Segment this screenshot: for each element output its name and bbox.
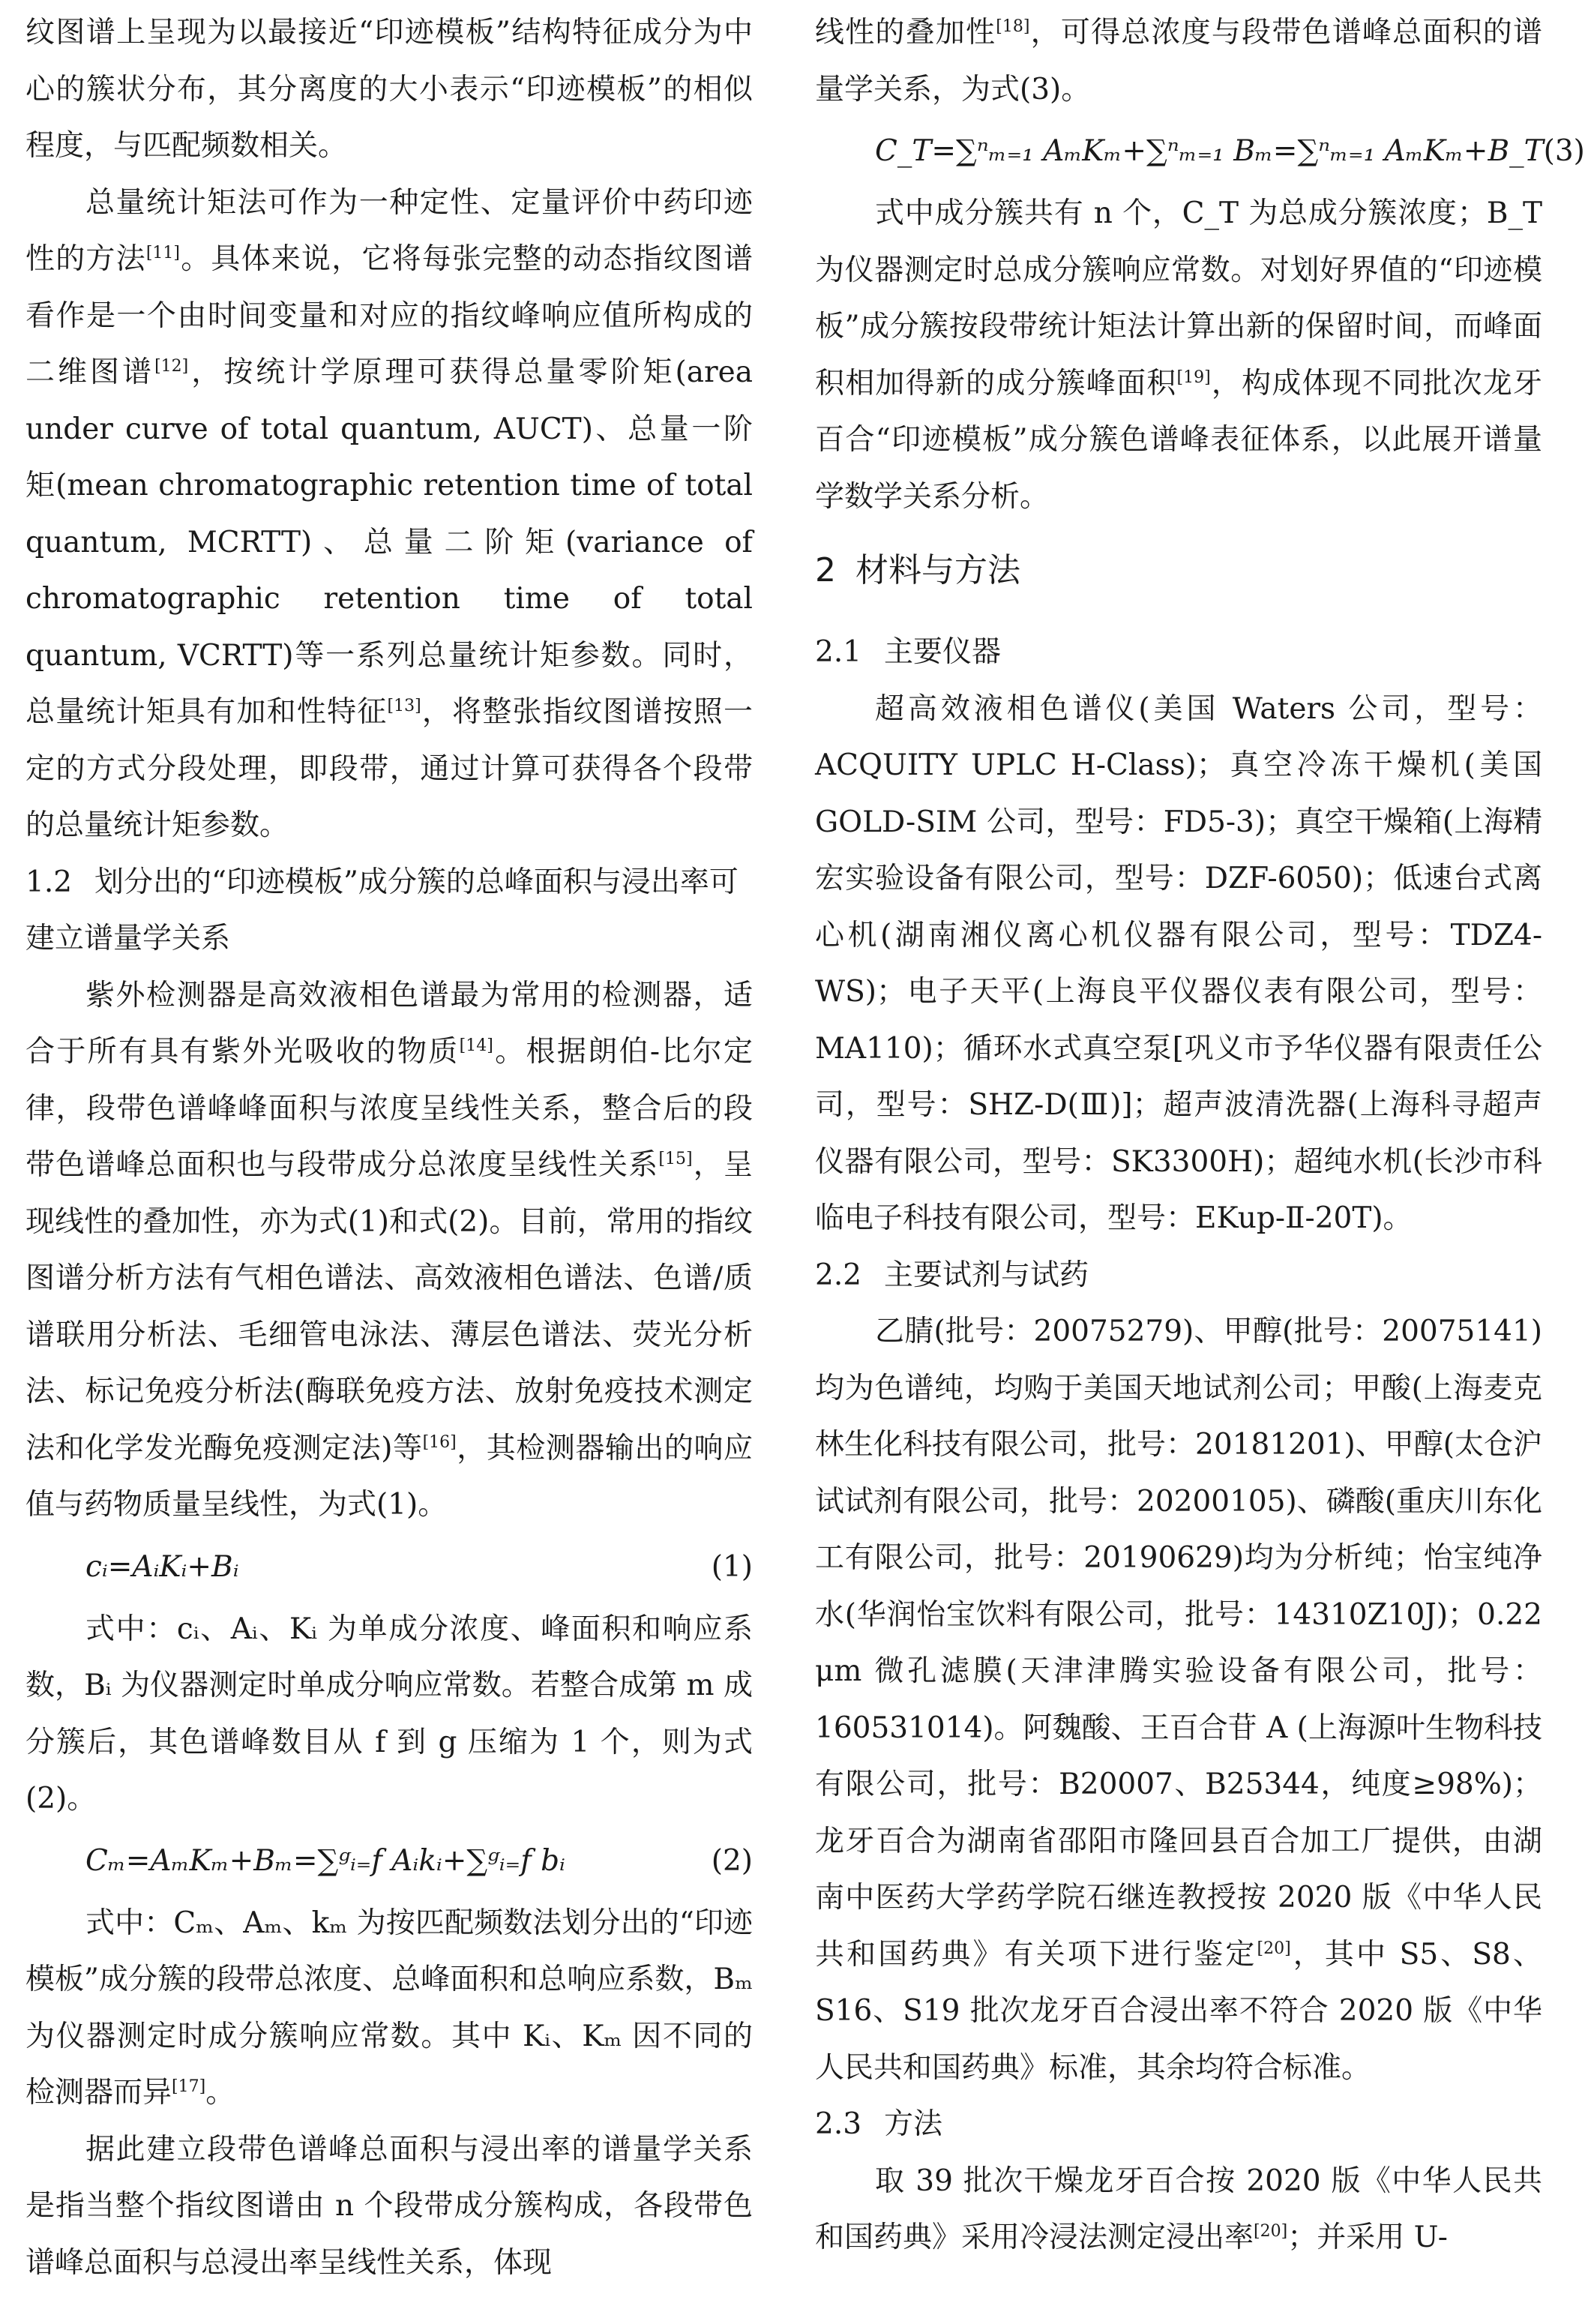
equation-expression: cᵢ=AᵢKᵢ+Bᵢ xyxy=(85,1549,239,1584)
equation-3 xyxy=(815,118,1585,185)
text-run: 线性的叠加性 xyxy=(815,16,996,49)
subsection-heading-1-2 xyxy=(25,854,753,967)
text-run: 式中成分簇共有 n 个，C_T 为总成分簇浓度；B_T 为仪器测定时总成分簇响应常数。对划好界值的“印迹模板”成分簇按段带统计矩法计算出新的保留时间，而峰面积相加得新的成分簇峰面积 xyxy=(815,196,1542,400)
citation[interactable]: [20] xyxy=(1257,1939,1291,1958)
paragraph xyxy=(25,967,753,1534)
text-run: 。根据朗伯-比尔定律，段带色谱峰峰面积与浓度呈线性关系，整合后的段带色谱峰总面积也与段带成分总浓度呈线性关系 xyxy=(25,1035,753,1182)
subsection-number: 2.2 xyxy=(815,1258,862,1292)
text-run: ；并采用 U- xyxy=(1287,2221,1448,2254)
subsection-heading-2-3 xyxy=(815,2096,1542,2153)
text-run: 。 xyxy=(205,2076,235,2110)
section-heading-2 xyxy=(815,537,1542,604)
citation[interactable]: [16] xyxy=(422,1432,457,1452)
paragraph xyxy=(815,4,1542,118)
citation[interactable]: [14] xyxy=(459,1036,493,1055)
subsection-heading-2-2 xyxy=(815,1247,1542,1304)
paragraph xyxy=(25,175,753,854)
citation[interactable]: [12] xyxy=(154,357,189,376)
equation-1 xyxy=(25,1534,753,1601)
text-run: 式中：Cₘ、Aₘ、kₘ 为按匹配频数法划分出的“印迹模板”成分簇的段带总浓度、总峰面积和总响应系数，Bₘ 为仪器测定时成分簇响应常数。其中 Kᵢ、Kₘ 因不同的检测器而异 xyxy=(25,1906,753,2110)
citation[interactable]: [15] xyxy=(658,1150,693,1168)
paragraph: 据此建立段带色谱峰总面积与浸出率的谱量学关系是指当整个指纹图谱由 n 个段带成分簇构成，各段带色谱峰总面积与总浸出率呈线性关系，体现 xyxy=(25,2132,753,2280)
subsection-number: 2.1 xyxy=(815,635,862,669)
paragraph xyxy=(815,2153,1542,2266)
paragraph: 式中：cᵢ、Aᵢ、Kᵢ 为单成分浓度、峰面积和响应系数，Bᵢ 为仪器测定时单成分响应常数。若整合成第 m 成分簇后，其色谱峰数目从 f 到 g 压缩为 1 个，则为式(2)。 xyxy=(25,1612,753,1816)
equation-2 xyxy=(25,1828,753,1895)
citation[interactable]: [20] xyxy=(1254,2222,1288,2241)
subsection-number: 1.2 xyxy=(25,865,73,899)
subsection-number: 2.3 xyxy=(815,2107,862,2141)
subsection-heading-2-1 xyxy=(815,624,1542,681)
text-run: 总量统计矩法可作为一种定性、定量评价中药印迹性的方法 xyxy=(25,185,753,276)
text-run: ，其检测器输出的响应值与药物质量呈线性，为式(1)。 xyxy=(25,1431,753,1522)
paragraph xyxy=(25,1895,753,2122)
citation[interactable]: [19] xyxy=(1176,367,1211,387)
equation-expression: Cₘ=AₘKₘ+Bₘ=∑ᵍᵢ₌f Aᵢkᵢ+∑ᵍᵢ₌f bᵢ xyxy=(85,1843,565,1878)
citation[interactable]: [18] xyxy=(996,17,1030,36)
section-title: 材料与方法 xyxy=(855,551,1020,589)
right-column xyxy=(815,4,1585,2266)
equation-number: (3) xyxy=(1543,134,1585,168)
citation[interactable]: [17] xyxy=(172,2077,206,2096)
text-run: 紫外检测器是高效液相色谱最为常用的检测器，适合于所有具有紫外光吸收的物质 xyxy=(25,978,753,1069)
equation-number: (1) xyxy=(711,1549,753,1584)
paragraph xyxy=(815,185,1542,525)
paragraph: 纹图谱上呈现为以最接近“印迹模板”结构特征成分为中心的簇状分布，其分离度的大小表示“印迹模板”的相似程度，与匹配频数相关。 xyxy=(25,16,753,163)
citation[interactable]: [13] xyxy=(387,697,421,715)
subsection-title: 划分出的“印迹模板”成分簇的总峰面积与浸出率可建立谱量学关系 xyxy=(25,865,739,955)
subsection-title: 方法 xyxy=(884,2107,943,2141)
subsection-title: 主要试剂与试药 xyxy=(884,1258,1089,1292)
citation[interactable]: [11] xyxy=(145,244,181,262)
text-run: 取 39 批次干燥龙牙百合按 2020 版《中华人民共和国药典》采用冷浸法测定浸出率 xyxy=(815,2164,1542,2254)
text-run: 乙腈(批号：20075279)、甲醇(批号：20075141)均为色谱纯，均购于美国天地试剂公司；甲酸(上海麦克林生化科技有限公司，批号：20181201)、甲醇(太仓沪试试剂有限公司，批号：20200105)、磷酸(重庆川东化工有限公司，批号：20190629)均为分析纯；怡宝纯净水(华润怡宝饮料有限公司，批号：14310Z10J)；0.22 μm 微孔滤膜(天津津腾实验设备有限公司，批号：160531014)。阿魏酸、王百合苷 A (上海源叶生物科技有限公司，批号：B20007、B25344，纯度≥98%)；龙牙百合为湖南省邵阳市隆回县百合加工厂提供，由湖南中医药大学药学院石继连教授按 2020 版《中华人民共和国药典》有关项下进行鉴定 xyxy=(815,1315,1542,1972)
text-run: ，可得总浓度与段带色谱峰总面积的谱量学关系，为式(3)。 xyxy=(815,16,1542,106)
text-run: ，其中 S5、S8、S16、S19 批次龙牙百合浸出率不符合 2020 版《中华人民共和国药典》标准，其余均符合标准。 xyxy=(815,1937,1542,2085)
left-column xyxy=(25,4,753,2291)
section-number: 2 xyxy=(815,551,836,589)
subsection-title: 主要仪器 xyxy=(884,635,1002,669)
equation-number: (2) xyxy=(711,1843,753,1878)
text-run: 。具体来说，它将每张完整的动态指纹图谱看作是一个由时间变量和对应的指纹峰响应值所构成的二维图谱 xyxy=(25,242,753,389)
text-run: ，呈现线性的叠加性，亦为式(1)和式(2)。目前，常用的指纹图谱分析方法有气相色谱法、高效液相色谱法、色谱/质谱联用分析法、毛细管电泳法、薄层色谱法、荧光分析法、标记免疫分析法(酶联免疫方法、放射免疫技术测定法和化学发光酶免疫测定法)等 xyxy=(25,1148,753,1465)
text-run: ，构成体现不同批次龙牙百合“印迹模板”成分簇色谱峰表征体系，以此展开谱量学数学关系分析。 xyxy=(815,366,1542,514)
equation-expression: C_T=∑ⁿₘ₌₁ AₘKₘ+∑ⁿₘ₌₁ Bₘ=∑ⁿₘ₌₁ AₘKₘ+B_T xyxy=(875,134,1544,168)
text-run: ，按统计学原理可获得总量零阶矩(area under curve of total quantum, AUCT)、总量一阶矩(mean chromatographic retention time of total quantum, MCRTT)、总量二阶矩(variance of chromatographic retention time of total quantum, VCRTT)等一系列总量统计矩参数。同时，总量统计矩具有加和性特征 xyxy=(25,355,753,729)
paragraph: 超高效液相色谱仪(美国 Waters 公司，型号：ACQUITY UPLC H-Class)；真空冷冻干燥机(美国 GOLD-SIM 公司，型号：FD5-3)；真空干燥箱(上海精宏实验设备有限公司，型号：DZF-6050)；低速台式离心机(湖南湘仪离心机仪器有限公司，型号：TDZ4-WS)；电子天平(上海良平仪器仪表有限公司，型号：MA110)；循环水式真空泵[巩义市予华仪器有限责任公司，型号：SHZ-D(Ⅲ)]；超声波清洗器(上海科寻超声仪器有限公司，型号：SK3300H)；超纯水机(长沙市科临电子科技有限公司，型号：EKup-Ⅱ-20T)。 xyxy=(815,691,1542,1235)
paragraph xyxy=(815,1303,1542,2096)
text-run: ，将整张指纹图谱按照一定的方式分段处理，即段带，通过计算可获得各个段带的总量统计矩参数。 xyxy=(25,695,753,842)
